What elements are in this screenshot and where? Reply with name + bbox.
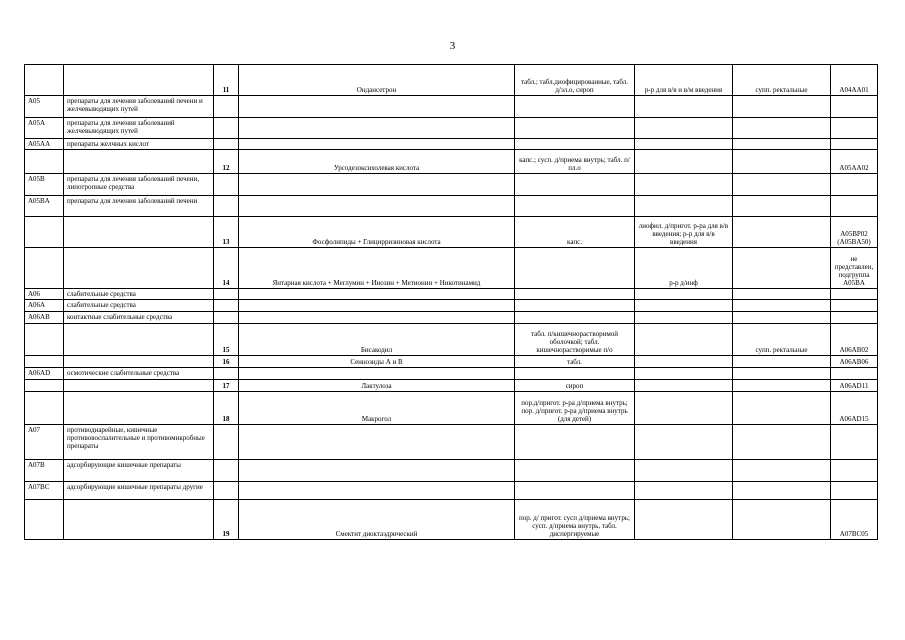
empty-cell [635,460,733,482]
drug-name-cell: Янтарная кислота + Меглумин + Инозин + Метионин + Никотинамид [239,248,515,289]
empty-cell [214,300,239,312]
empty-cell [214,139,239,150]
drug-name-cell: Смектит диоктаэдрический [239,500,515,540]
empty-cell [239,174,515,196]
suppository-form-cell [733,150,831,174]
empty-cell [214,118,239,139]
row-number-cell: 17 [214,380,239,392]
suppository-form-cell [733,380,831,392]
suppository-form-cell [733,392,831,425]
suppository-form-cell: супп. ректальные [733,65,831,96]
atc-code-cell: A06AB [25,312,64,324]
atc-code-cell: A05B [25,174,64,196]
empty-cell [214,425,239,460]
drug-name-cell: Бисакодил [239,324,515,356]
empty-cell [733,482,831,500]
group-row [25,482,878,500]
empty-cell [239,289,515,300]
empty-cell [214,96,239,118]
group-description-cell: препараты для лечения заболеваний печени, липотропные средства [64,174,214,196]
row-number-cell: 18 [214,392,239,425]
dosage-form-cell: сироп [515,380,635,392]
empty-cell [831,139,878,150]
dosage-form-cell: табл.; табл.диофицированные, табл. д/эл.о, сироп [515,65,635,96]
empty-cell [635,289,733,300]
drug-row [25,324,878,356]
group-description-cell: адсорбирующие кишечные препараты другие [64,482,214,500]
atc-code-cell: A05 [25,96,64,118]
dosage-form-cell: табл. п/кишечнорастворимой оболочкой; табл. кишечнорастворимые п/о [515,324,635,356]
atc-code-cell: A06A [25,300,64,312]
drug-row [25,150,878,174]
suppository-form-cell [733,248,831,289]
suppository-form-cell [733,356,831,368]
empty-cell [25,392,64,425]
empty-cell [635,425,733,460]
empty-cell [733,196,831,217]
empty-cell [64,217,214,248]
row-number-cell: 15 [214,324,239,356]
atc-code-cell: не представлен, подгруппа A05BA [831,248,878,289]
empty-cell [733,368,831,380]
row-number-cell: 16 [214,356,239,368]
group-row [25,300,878,312]
empty-cell [831,300,878,312]
empty-cell [239,96,515,118]
empty-cell [831,196,878,217]
atc-code-cell: A07BC [25,482,64,500]
empty-cell [635,139,733,150]
empty-cell [515,425,635,460]
atc-code-cell: A07B [25,460,64,482]
empty-cell [25,65,64,96]
empty-cell [515,174,635,196]
empty-cell [831,289,878,300]
empty-cell [64,248,214,289]
empty-cell [733,460,831,482]
drug-name-cell: Лактулоза [239,380,515,392]
table-body [25,65,878,540]
atc-code-cell: A06AD [25,368,64,380]
drug-name-cell: Сеннозиды А и В [239,356,515,368]
group-description-cell: слабительные средства [64,289,214,300]
atc-code-cell: A05BA [25,196,64,217]
drug-row [25,65,878,96]
atc-code-cell: A07BC05 [831,500,878,540]
injection-form-cell [635,150,733,174]
empty-cell [831,460,878,482]
injection-form-cell: лиофил. д/пригот. р-ра для в/в введения; р-р для в/в введения [635,217,733,248]
dosage-form-cell [515,248,635,289]
empty-cell [64,380,214,392]
row-number-cell: 13 [214,217,239,248]
empty-cell [635,96,733,118]
atc-code-cell: A06AD11 [831,380,878,392]
atc-code-cell: A06AB02 [831,324,878,356]
empty-cell [64,65,214,96]
group-row [25,368,878,380]
empty-cell [64,324,214,356]
group-row [25,196,878,217]
empty-cell [635,300,733,312]
drug-name-cell: Урсодезоксихолевая кислота [239,150,515,174]
empty-cell [239,482,515,500]
atc-code-cell: A06AB06 [831,356,878,368]
drug-name-cell: Фосфолипиды + Глицирризиновая кислота [239,217,515,248]
empty-cell [635,174,733,196]
group-description-cell: слабительные средства [64,300,214,312]
group-description-cell: препараты желчных кислот [64,139,214,150]
empty-cell [733,300,831,312]
empty-cell [831,174,878,196]
dosage-form-cell: капс.; сусп. д/приема внутрь; табл. п/пл.о [515,150,635,174]
empty-cell [831,368,878,380]
injection-form-cell [635,356,733,368]
drug-row [25,380,878,392]
group-row [25,312,878,324]
empty-cell [831,425,878,460]
drug-row [25,500,878,540]
atc-code-cell: A06 [25,289,64,300]
empty-cell [239,139,515,150]
injection-form-cell [635,380,733,392]
drug-table [24,64,878,540]
empty-cell [515,482,635,500]
atc-code-cell: A05AA02 [831,150,878,174]
group-description-cell: адсорбирующие кишечные препараты [64,460,214,482]
empty-cell [515,118,635,139]
page-number: 3 [449,40,456,52]
drug-row [25,356,878,368]
empty-cell [214,460,239,482]
group-description-cell: препараты для лечения заболеваний печени [64,196,214,217]
empty-cell [239,196,515,217]
dosage-form-cell: табл. [515,356,635,368]
empty-cell [239,368,515,380]
drug-row [25,217,878,248]
empty-cell [239,425,515,460]
empty-cell [515,460,635,482]
empty-cell [635,312,733,324]
row-number-cell: 11 [214,65,239,96]
empty-cell [515,196,635,217]
group-row [25,460,878,482]
empty-cell [214,368,239,380]
group-row [25,139,878,150]
empty-cell [214,482,239,500]
injection-form-cell: р-р д/инф [635,248,733,289]
atc-code-cell: A07 [25,425,64,460]
empty-cell [25,324,64,356]
empty-cell [25,380,64,392]
empty-cell [214,196,239,217]
empty-cell [64,500,214,540]
empty-cell [635,368,733,380]
empty-cell [239,300,515,312]
empty-cell [831,96,878,118]
empty-cell [831,482,878,500]
empty-cell [515,289,635,300]
group-description-cell: препараты для лечения заболеваний желчевыводящих путей [64,118,214,139]
empty-cell [515,139,635,150]
empty-cell [635,482,733,500]
empty-cell [25,150,64,174]
empty-cell [515,300,635,312]
empty-cell [515,368,635,380]
drug-name-cell: Ондансетрон [239,65,515,96]
empty-cell [733,312,831,324]
atc-code-cell: A05BP02 (A05BA50) [831,217,878,248]
empty-cell [239,312,515,324]
group-description-cell: противодиарейные, кишечные противовоспалительные и противомикробные препараты [64,425,214,460]
empty-cell [64,150,214,174]
group-description-cell: осмотические слабительные средства [64,368,214,380]
empty-cell [25,500,64,540]
dosage-form-cell: капс. [515,217,635,248]
suppository-form-cell: супп. ректальные [733,324,831,356]
drug-row [25,248,878,289]
empty-cell [239,118,515,139]
injection-form-cell [635,324,733,356]
empty-cell [515,96,635,118]
suppository-form-cell [733,217,831,248]
drug-name-cell: Макрогол [239,392,515,425]
suppository-form-cell [733,500,831,540]
injection-form-cell [635,500,733,540]
empty-cell [239,460,515,482]
group-row [25,289,878,300]
group-description-cell: препараты для лечения заболеваний печени и желчевыводящих путей [64,96,214,118]
atc-code-cell: A05A [25,118,64,139]
empty-cell [64,392,214,425]
group-description-cell: контактные слабительные средства [64,312,214,324]
empty-cell [214,174,239,196]
dosage-form-cell: пор. д/ пригот. сусп д/приема внутрь; сусп. д/приема внутрь, табл. диспергируемые [515,500,635,540]
drug-row [25,392,878,425]
empty-cell [733,289,831,300]
empty-cell [25,356,64,368]
empty-cell [25,217,64,248]
empty-cell [831,118,878,139]
empty-cell [831,312,878,324]
empty-cell [733,174,831,196]
row-number-cell: 12 [214,150,239,174]
atc-code-cell: A04AA01 [831,65,878,96]
group-row [25,96,878,118]
dosage-form-cell: пор.д/пригот. р-ра д/приема внутрь; пор. д/пригот. р-ра д/приема внутрь (для детей) [515,392,635,425]
empty-cell [733,118,831,139]
injection-form-cell [635,392,733,425]
row-number-cell: 19 [214,500,239,540]
empty-cell [733,425,831,460]
empty-cell [733,139,831,150]
row-number-cell: 14 [214,248,239,289]
empty-cell [733,96,831,118]
group-row [25,425,878,460]
empty-cell [515,312,635,324]
atc-code-cell: A05AA [25,139,64,150]
atc-code-cell: A06AD15 [831,392,878,425]
group-row [25,174,878,196]
empty-cell [25,248,64,289]
group-row [25,118,878,139]
empty-cell [635,196,733,217]
empty-cell [635,118,733,139]
empty-cell [64,356,214,368]
empty-cell [214,312,239,324]
empty-cell [214,289,239,300]
injection-form-cell: р-р для в/в и в/м введения [635,65,733,96]
